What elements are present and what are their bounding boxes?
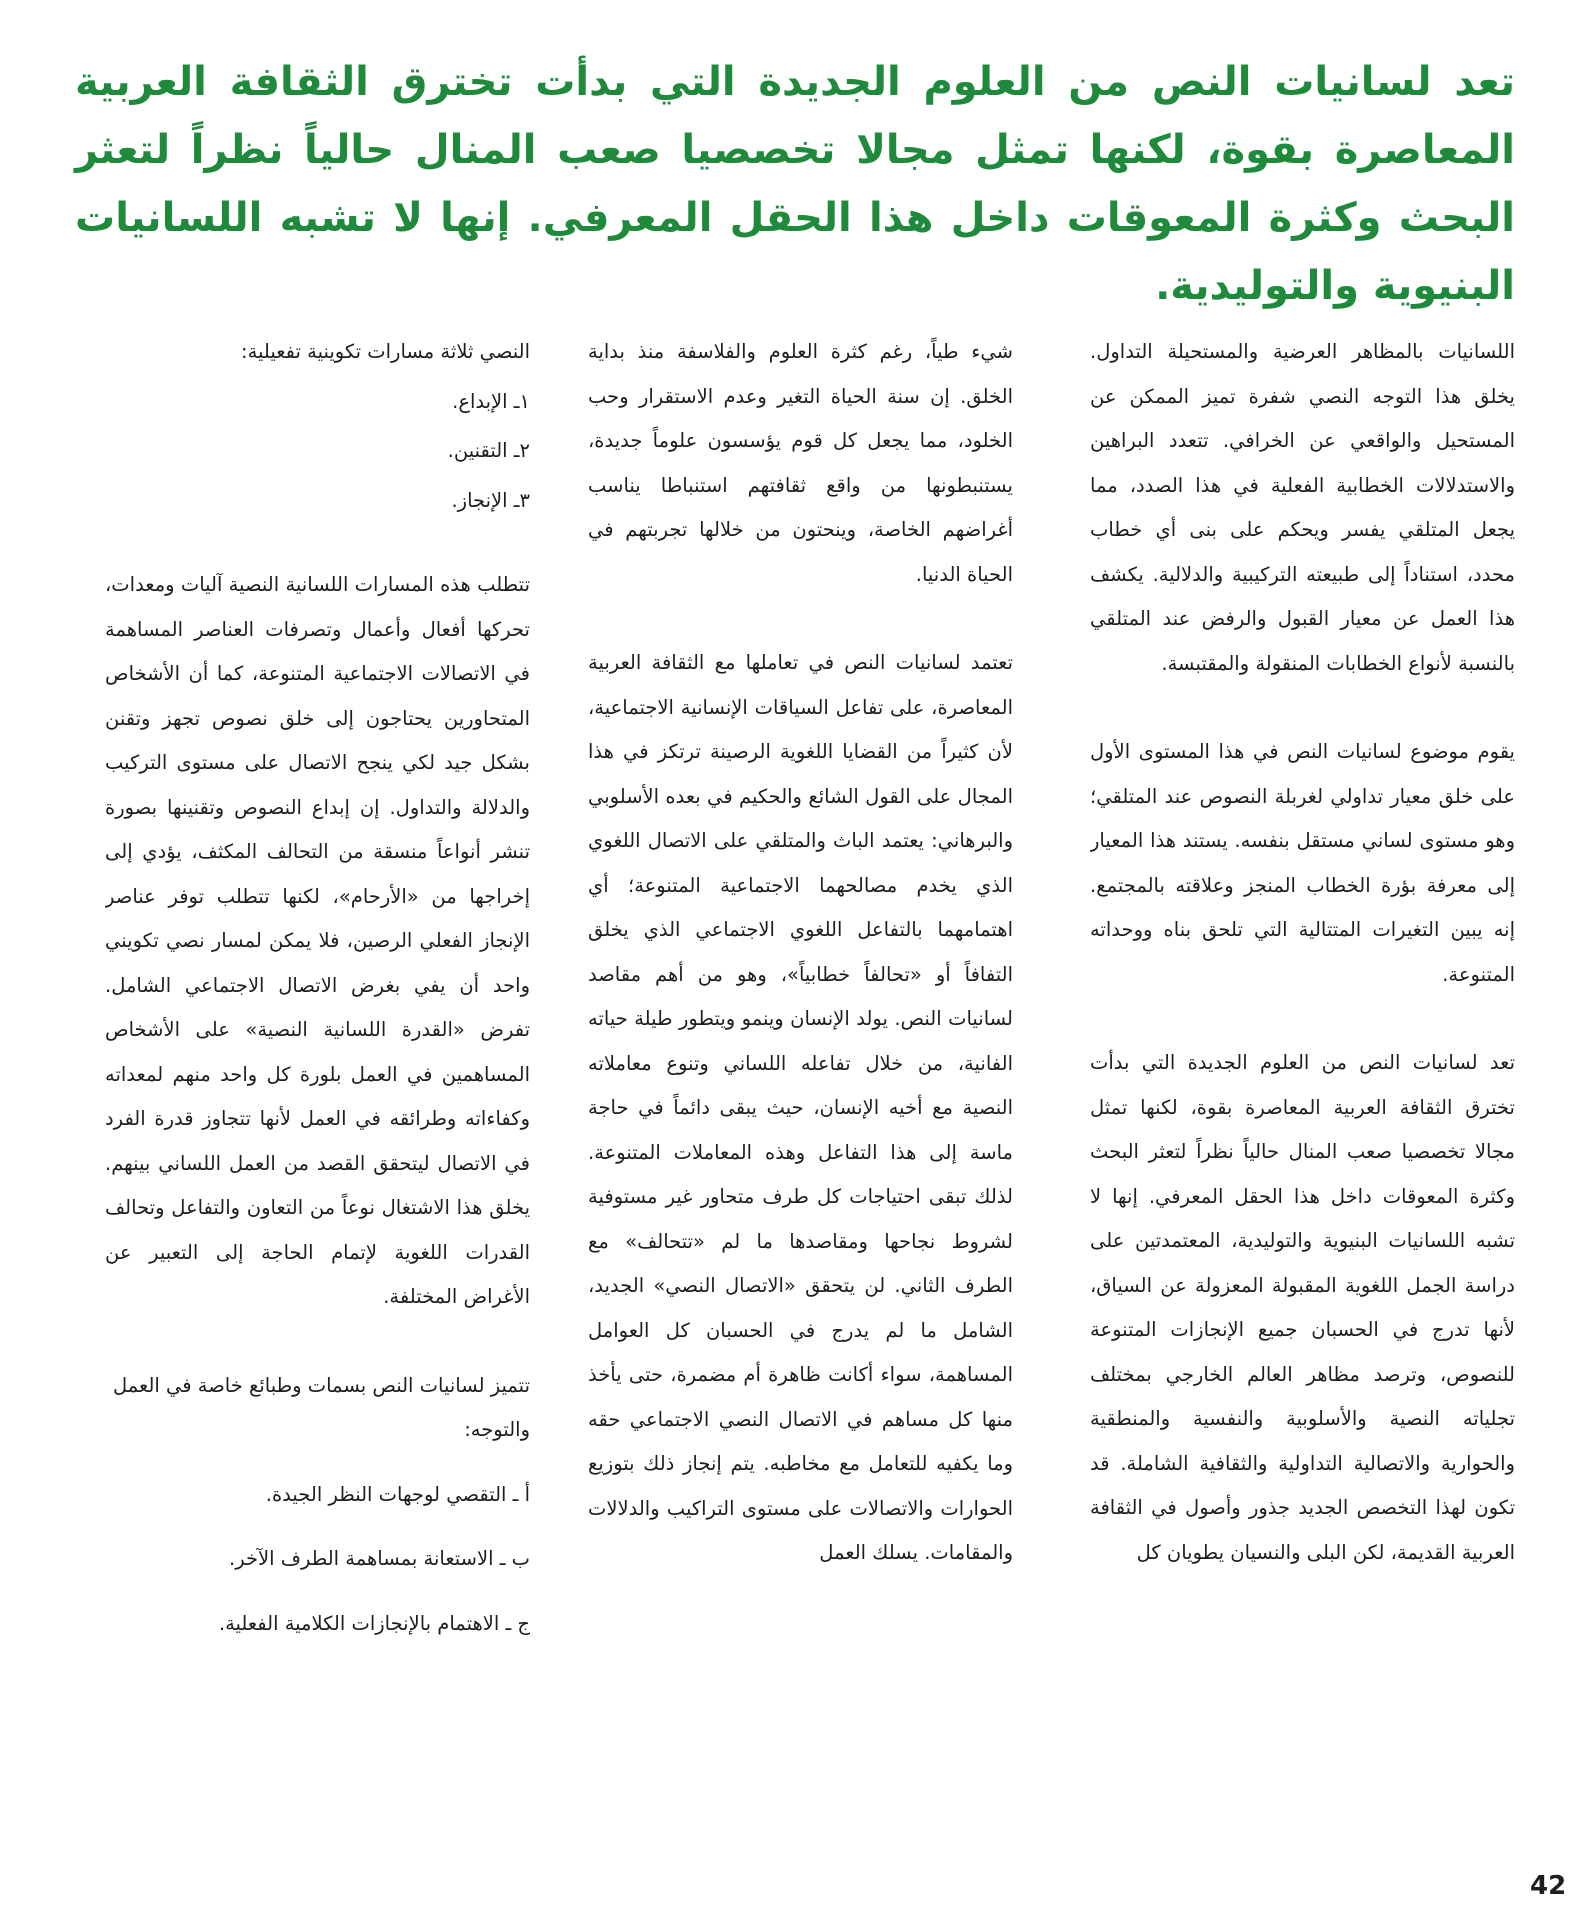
column-middle: [588, 330, 1013, 1790]
column-middle-paragraph: شيء طياً، رغم كثرة العلوم والفلاسفة منذ بداية الخلق. إن سنة الحياة التغير وعدم الاستقرار وحب الخلود، مما يجعل كل قوم يؤسسون علوماً جديدة، يستنبطونها من واقع ثقافتهم استنباطا يناسب أغراضهم الخاصة، وينحتون من خلالها تجربتهم في الحياة الدنيا.: [588, 340, 1013, 586]
feature-item: ج ـ الاهتمام بالإنجازات الكلامية الفعلية.: [218, 1611, 530, 1635]
lead-paragraph: تعد لسانيات النص من العلوم الجديدة التي بدأت تخترق الثقافة العربية المعاصرة بقوة، لكنها تمثل مجالا تخصصيا صعب المنال حالياً نظراً لتعثر البحث وكثرة المعوقات داخل هذا الحقل المعرفي. إنها لا تشبه اللسانيات البنيوية والتوليدية.: [75, 59, 1515, 309]
paths-intro: النصي ثلاثة مسارات تكوينية تفعيلية:: [241, 340, 530, 363]
column-right-paragraph: يقوم موضوع لسانيات النص في هذا المستوى الأول على خلق معيار تداولي لغربلة النصوص عند المتلقي؛ وهو مستوى لساني مستقل بنفسه. يستند هذا المعيار إلى معرفة بؤرة الخطاب المنجز وعلاقته بالمجتمع. إنه يبين التغيرات المتتالية التي تلحق بناه ووحداته المتنوعة.: [1090, 740, 1515, 986]
feature-item: أ ـ التقصي لوجهات النظر الجيدة.: [265, 1482, 530, 1506]
path-item: ١ـ الإبداع.: [452, 389, 530, 413]
article-body: [75, 330, 1515, 1770]
page-number: 42: [1530, 1871, 1567, 1901]
column-right-paragraph: اللسانيات بالمظاهر العرضية والمستحيلة التداول. يخلق هذا التوجه النصي شفرة تميز الممكن عن المستحيل والواقعي عن الخرافي. تتعدد البراهين والاستدلالات الخطابية الفعلية في هذا الصدد، مما يجعل المتلقي يفسر ويحكم على بنى أي خطاب محدد، استناداً إلى طبيعته التركيبية والدلالية. يكشف هذا العمل عن معيار القبول والرفض عند المتلقي بالنسبة لأنواع الخطابات المنقولة والمقتبسة.: [1090, 340, 1515, 675]
path-item: ٢ـ التقنين.: [447, 439, 530, 462]
features-intro: تتميز لسانيات النص بسمات وطبائع خاصة في العمل والتوجه:: [113, 1373, 530, 1441]
column-right-paragraph: تعد لسانيات النص من العلوم الجديدة التي بدأت تخترق الثقافة العربية المعاصرة بقوة، لكنها تمثل مجالا تخصصيا صعب المنال حالياً نظراً لتعثر البحث وكثرة المعوقات داخل هذا الحقل المعرفي. إنها لا تشبه اللسانيات البنيوية والتوليدية، المعتمدتين على دراسة الجمل اللغوية المقبولة المعزولة عن السياق، لأنها تدرج في الحسبان جميع الإنجازات المتنوعة للنصوص، وترصد مظاهر العالم الخارجي بمختلف تجلياته النصية والأسلوبية والنفسية والمنطقية والحوارية والاتصالية التداولية والثقافية الشاملة. قد تكون لهذا التخصص الجديد جذور وأصول في الثقافة العربية القديمة، لكن البلى والنسيان يطويان كل: [1090, 1051, 1515, 1564]
path-item: ٣ـ الإنجاز.: [451, 488, 530, 512]
column-right: [1090, 330, 1515, 1790]
feature-item: ب ـ الاستعانة بمساهمة الطرف الآخر.: [229, 1547, 530, 1570]
column-middle-paragraph: تعتمد لسانيات النص في تعاملها مع الثقافة العربية المعاصرة، على تفاعل السياقات الإنسانية الاجتماعية، لأن كثيراً من القضايا اللغوية الرصينة ترتكز في هذا المجال على القول الشائع والحكيم في بعده الأسلوبي والبرهاني: يعتمد الباث والمتلقي على الاتصال اللغوي الذي يخدم مصالحهما الاجتماعية المتنوعة؛ أي اهتمامهما بالتفاعل اللغوي الاجتماعي الذي يخلق التفافاً أو «تحالفاً خطابياً»، وهو من أهم مقاصد لسانيات النص. يولد الإنسان وينمو ويتطور طيلة حياته الفانية، من خلال تفاعله اللساني وتنوع معاملاته النصية مع أخيه الإنسان، حيث يبقى دائماً في حاجة ماسة إلى هذا التفاعل وهذه المعاملات المتنوعة. لذلك تبقى احتياجات كل طرف متحاور غير مستوفية لشروط نجاحها ومقاصدها ما لم «تتحالف» مع الطرف الثاني. لن يتحقق «الاتصال النصي» الجديد، الشامل ما لم يدرج في الحسبان كل العوامل المساهمة، سواء أكانت ظاهرة أم مضمرة، حتى يأخذ منها كل مساهم في الاتصال النصي الاجتماعي حقه وما يكفيه للتعامل مع مخاطبه. يتم إنجاز ذلك بتوزيع الحوارات والاتصالات على مستوى التراكيب والدلالات والمقامات. يسلك العمل: [588, 651, 1013, 1564]
column-left: [105, 330, 530, 1790]
column-left-paragraph: تتطلب هذه المسارات اللسانية النصية آليات ومعدات، تحركها أفعال وأعمال وتصرفات العناصر المساهمة في الاتصالات الاجتماعية المتنوعة، كما أن الأشخاص المتحاورين يحتاجون إلى خلق نصوص تجهز وتقنن بشكل جيد لكي ينجح الاتصال على مستوى التركيب والدلالة والتداول. إن إبداع النصوص وتقنينها بصورة تنشر أنواعاً منسقة من التحالف المكثف، يؤدي إلى إخراجها من «الأرحام»، لكنها تتطلب توفر عناصر الإنجاز الفعلي الرصين، فلا يمكن لمسار نصي تكويني واحد أن يفي بغرض الاتصال الاجتماعي الشامل. تفرض «القدرة اللسانية النصية» على الأشخاص المساهمين في العمل بلورة كل واحد منهم لمعداته وكفاءاته وطرائقه في العمل لأنها تتجاوز قدرة الفرد في الاتصال ليتحقق القصد من العمل اللساني بينهم. يخلق هذا الاشتغال نوعاً من التعاون والتفاعل وتحالف القدرات اللغوية لإتمام الحاجة إلى التعبير عن الأغراض المختلفة.: [105, 573, 530, 1308]
